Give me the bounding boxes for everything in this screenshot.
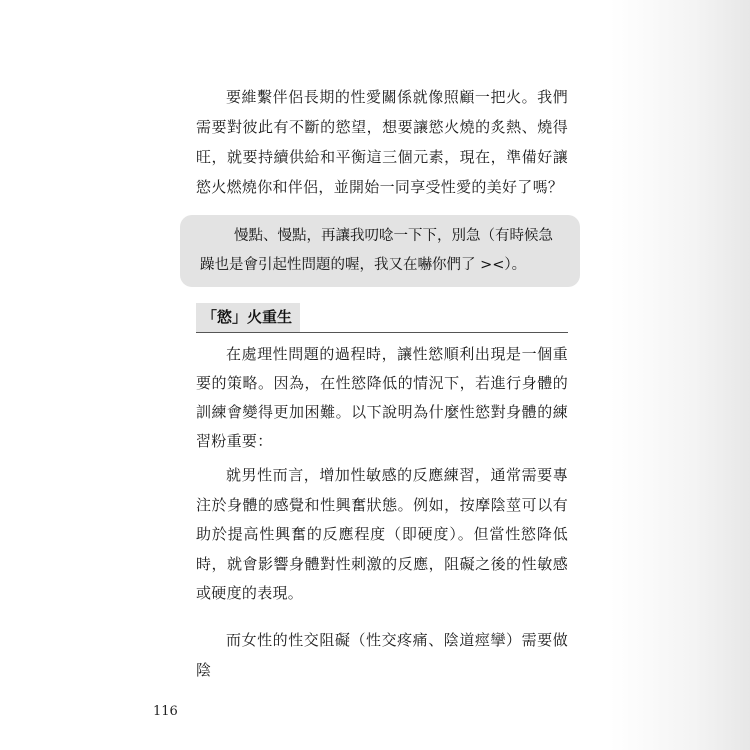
paragraph-text: 而女性的性交阻礙（性交疼痛、陰道痙攣）需要做陰 xyxy=(196,631,568,679)
section-heading-rule xyxy=(196,332,568,333)
callout-text: 慢點、慢點，再讓我叨唸一下下，別急（有時候急躁也是會引起性問題的喔，我又在嚇你們了 ><）。 xyxy=(200,228,553,273)
section-heading: 「慾」火重生 xyxy=(196,303,300,332)
page-number: 116 xyxy=(153,704,178,719)
section-paragraph-2 xyxy=(196,461,568,609)
intro-paragraph xyxy=(196,82,568,202)
page-edge-shadow xyxy=(610,0,750,750)
intro-paragraph-text: 要維繫伴侶長期的性愛關係就像照顧一把火。我們需要對彼此有不斷的慾望，想要讓慾火燒的炙熱、燒得旺，就要持續供給和平衡這三個元素，現在，準備好讓慾火燃燒你和伴侶，並開始一同享受性愛的美好了嗎？ xyxy=(196,88,568,196)
paragraph-text: 在處理性問題的過程時，讓性慾順利出現是一個重要的策略。因為，在性慾降低的情況下，若進行身體的訓練會變得更加困難。以下說明為什麼性慾對身體的練習粉重要： xyxy=(196,345,568,450)
callout-box xyxy=(180,215,580,287)
paragraph-text: 就男性而言，增加性敏感的反應練習，通常需要專注於身體的感覺和性興奮狀態。例如，按摩陰莖可以有助於提高性興奮的反應程度（即硬度）。但當性慾降低時，就會影響身體對性刺激的反應，阻礙之後的性敏感或硬度的表現。 xyxy=(196,466,568,602)
section-paragraph-3 xyxy=(196,625,568,685)
section-paragraph-1 xyxy=(196,340,568,456)
